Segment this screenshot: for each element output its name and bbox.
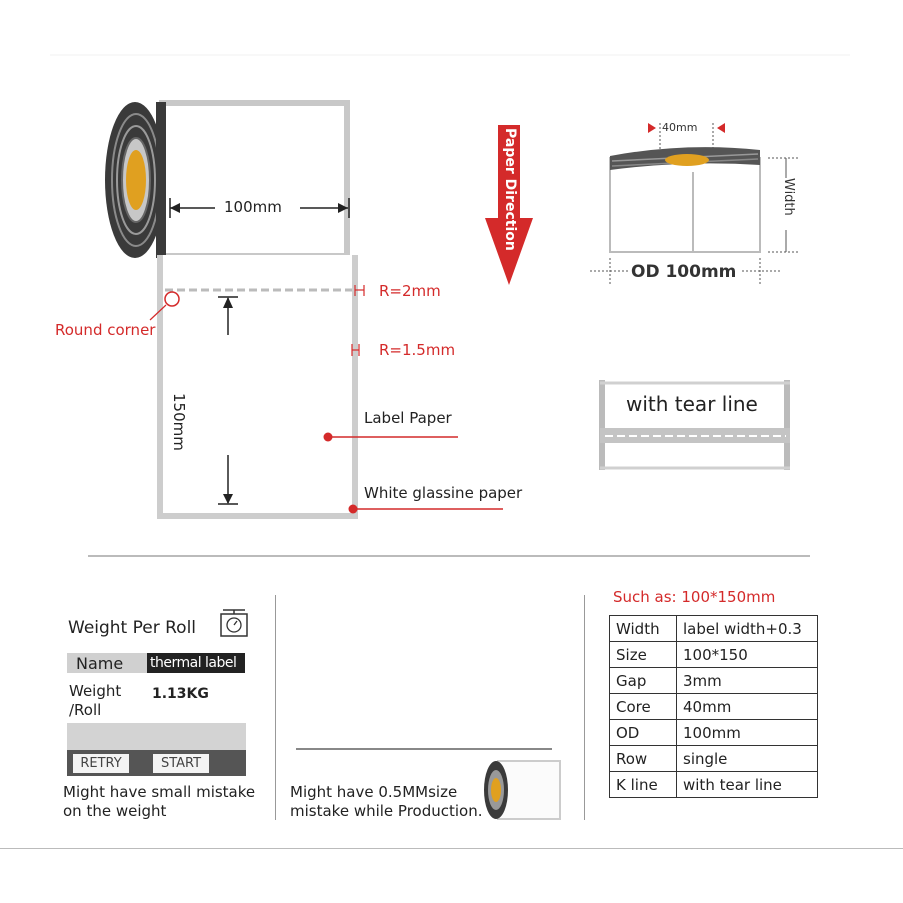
spec-value: with tear line — [677, 772, 818, 798]
size-note-rule — [296, 748, 552, 750]
bottom-rule — [0, 848, 903, 849]
roll-view — [590, 123, 800, 285]
weight-value: 1.13KG — [152, 686, 209, 702]
size-note-line-1: Might have 0.5MMsize — [290, 783, 458, 801]
spec-table — [609, 615, 818, 798]
table-row — [610, 642, 818, 668]
table-row — [610, 694, 818, 720]
start-button[interactable]: START — [153, 754, 209, 773]
outer-radius-label: R=2mm — [379, 282, 441, 300]
width-dimension-label: 100mm — [224, 198, 282, 216]
table-row — [610, 746, 818, 772]
weight-per-roll-title: Weight Per Roll — [68, 618, 197, 638]
small-roll-image — [480, 758, 564, 822]
glassine-paper-text: White glassine paper — [364, 484, 523, 502]
spec-value: 40mm — [677, 694, 818, 720]
core-size-label: 40mm — [662, 121, 698, 134]
spec-key: Gap — [610, 668, 677, 694]
label-sheet — [160, 255, 355, 516]
name-value: thermal label — [150, 655, 237, 671]
table-row — [610, 772, 818, 798]
big-roll — [105, 102, 347, 258]
panel-divider-left — [275, 595, 276, 820]
core-view — [665, 154, 709, 166]
scale-icon — [218, 606, 250, 638]
roll-width-label: Width — [781, 178, 796, 216]
outer-diameter-label: OD 100mm — [631, 262, 737, 282]
weight-note-line-2: on the weight — [63, 802, 167, 820]
spec-value: 100*150 — [677, 642, 818, 668]
spec-key: Row — [610, 746, 677, 772]
spec-key: OD — [610, 720, 677, 746]
panel-divider-right — [584, 595, 585, 820]
spec-key: K line — [610, 772, 677, 798]
roll-body — [162, 103, 347, 256]
label-paper-text: Label Paper — [364, 409, 452, 427]
size-note-line-2: mistake while Production. — [290, 802, 483, 820]
spec-value: 100mm — [677, 720, 818, 746]
roll-core — [126, 150, 146, 210]
retry-button[interactable]: RETRY — [73, 754, 129, 773]
spec-value: 3mm — [677, 668, 818, 694]
weight-note-line-1: Might have small mistake — [63, 783, 256, 801]
name-label: Name — [76, 654, 124, 673]
height-dimension-label: 150mm — [170, 393, 188, 451]
table-row — [610, 668, 818, 694]
round-corner-label: Round corner — [55, 321, 156, 339]
spec-key: Size — [610, 642, 677, 668]
spec-value: label width+0.3 — [677, 616, 818, 642]
spec-key: Core — [610, 694, 677, 720]
weight-label-line-2: /Roll — [69, 701, 102, 719]
table-row — [610, 616, 818, 642]
spec-key: Width — [610, 616, 677, 642]
spec-value: single — [677, 746, 818, 772]
paper-direction-label: Paper Direction — [502, 128, 518, 251]
weight-label-line-1: Weight — [69, 682, 122, 700]
inner-radius-label: R=1.5mm — [379, 341, 456, 359]
tear-line-label: with tear line — [626, 392, 758, 416]
table-row — [610, 720, 818, 746]
spec-title: Such as: 100*150mm — [613, 588, 776, 606]
